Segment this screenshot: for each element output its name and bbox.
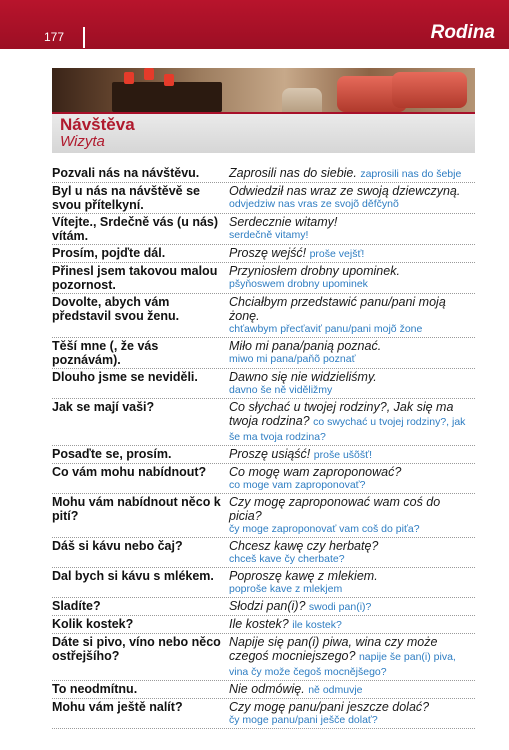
photo-cup-shape <box>144 68 154 80</box>
czech-phrase: Prosím, pojďte dál. <box>52 246 166 260</box>
polish-phrase: Napije się pan(i) piwa, wina czy może czegoś mocniejszego? <box>229 635 438 663</box>
phrase-row <box>52 263 475 294</box>
phrase-row <box>52 165 475 183</box>
polish-phrase: Słodzi pan(i)? <box>229 599 306 613</box>
pronunciation: čy moge panu/pani ješče dolať? <box>229 714 378 726</box>
czech-phrase: Kolik kostek? <box>52 617 134 631</box>
pronunciation: chťawbym přecťaviť panu/pani mojõ žone <box>229 323 423 335</box>
czech-phrase: Dáte si pivo, víno nebo něco ostřejšího? <box>52 635 221 663</box>
polish-translation-cell <box>229 339 475 367</box>
polish-translation-cell <box>229 447 475 462</box>
pronunciation: čy moge zaproponovať vam coš do piťa? <box>229 523 420 535</box>
lounge-photo <box>52 68 475 112</box>
pronunciation: ně odmuvje <box>308 684 363 696</box>
section-title: Návštěva <box>60 115 135 134</box>
page-header <box>0 0 509 49</box>
phrase-row <box>52 294 475 338</box>
czech-phrase: Dal bych si kávu s mlékem. <box>52 569 214 583</box>
pronunciation: odvjedziw nas vras ze svojõ děfčynõ <box>229 198 399 210</box>
phrase-row <box>52 338 475 369</box>
polish-translation-cell <box>229 635 475 679</box>
pronunciation: davno še ně viděližmy <box>229 384 333 396</box>
phrase-row <box>52 681 475 699</box>
pronunciation: proše ušõšť! <box>313 449 372 461</box>
polish-translation-cell <box>229 246 475 261</box>
photo-cushion-shape <box>282 88 322 112</box>
czech-phrase: Dáš si kávu nebo čaj? <box>52 539 183 553</box>
czech-phrase: Pozvali nás na návštěvu. <box>52 166 200 180</box>
pronunciation: serdečně vitamy! <box>229 229 309 241</box>
page-number: 177 <box>44 30 65 44</box>
polish-translation-cell <box>229 184 475 212</box>
polish-translation-cell <box>229 400 475 444</box>
pronunciation: co moge vam zaproponovať? <box>229 479 366 491</box>
phrase-row <box>52 494 475 538</box>
pronunciation: zaprosili nas do šebje <box>360 168 462 180</box>
polish-phrase: Co mogę wam zaproponować? <box>229 465 402 479</box>
pronunciation: napije še pan(i) piva, vina čy može čegoš mocnějšego? <box>229 651 456 678</box>
czech-phrase: Sladíte? <box>52 599 101 613</box>
phrase-row <box>52 598 475 616</box>
polish-phrase: Poproszę kawę z mlekiem. <box>229 569 378 583</box>
pronunciation: chceš kave čy cherbate? <box>229 553 345 565</box>
phrase-row <box>52 399 475 446</box>
polish-translation-cell <box>229 495 475 536</box>
phrase-row <box>52 568 475 598</box>
phrase-row <box>52 245 475 263</box>
polish-translation-cell <box>229 215 475 243</box>
polish-translation-cell <box>229 539 475 566</box>
polish-phrase: Co słychać u twojej rodziny?, Jak się ma twoja rodzina? <box>229 400 454 428</box>
phrase-table <box>52 165 475 729</box>
polish-translation-cell <box>229 370 475 397</box>
polish-phrase: Nie odmówię. <box>229 682 305 696</box>
polish-translation-cell <box>229 465 475 492</box>
pronunciation: proše vejšť! <box>309 248 365 260</box>
pronunciation: ile kostek? <box>292 619 342 631</box>
czech-phrase: Posaďte se, prosím. <box>52 447 172 461</box>
czech-phrase: Mohu vám nabídnout něco k pití? <box>52 495 221 523</box>
czech-phrase: Jak se mají vaši? <box>52 400 155 414</box>
polish-phrase: Odwiedził nas wraz ze swoją dziewczyną. <box>229 184 461 198</box>
polish-phrase: Proszę wejść! <box>229 246 307 260</box>
polish-phrase: Serdecznie witamy! <box>229 215 338 229</box>
czech-phrase: Přinesl jsem takovou malou pozornost. <box>52 264 218 292</box>
photo-table-shape <box>112 82 222 112</box>
photo-cushion-shape <box>392 72 467 108</box>
section-top-rule <box>52 112 475 114</box>
czech-phrase: Dovolte, abych vám představil svou ženu. <box>52 295 180 323</box>
pronunciation: co swychać u tvojej rodziny?, jak še ma tvoja rodzina? <box>229 416 466 443</box>
phrase-row <box>52 214 475 245</box>
pronunciation: miwo mi pana/paňõ poznať <box>229 353 356 365</box>
polish-translation-cell <box>229 569 475 596</box>
polish-translation-cell <box>229 264 475 292</box>
pronunciation: pšyňoswem drobny upominek <box>229 278 368 290</box>
czech-phrase: Mohu vám ještě nalít? <box>52 700 183 714</box>
polish-translation-cell <box>229 166 475 181</box>
phrase-row <box>52 634 475 681</box>
polish-phrase: Ile kostek? <box>229 617 289 631</box>
phrase-row <box>52 464 475 494</box>
polish-phrase: Chcesz kawę czy herbatę? <box>229 539 379 553</box>
phrase-row <box>52 699 475 729</box>
polish-phrase: Chciałbym przedstawić panu/pani moją żonę. <box>229 295 446 323</box>
polish-phrase: Miło mi pana/panią poznać. <box>229 339 382 353</box>
phrase-row <box>52 538 475 568</box>
photo-cup-shape <box>164 74 174 86</box>
polish-phrase: Dawno się nie widzieliśmy. <box>229 370 377 384</box>
polish-phrase: Przyniosłem drobny upominek. <box>229 264 400 278</box>
header-divider <box>83 27 85 48</box>
czech-phrase: To neodmítnu. <box>52 682 138 696</box>
chapter-title: Rodina <box>430 22 495 43</box>
czech-phrase: Dlouho jsme se neviděli. <box>52 370 198 384</box>
section-heading <box>52 112 475 153</box>
polish-phrase: Czy mogę zaproponować wam coś do picia? <box>229 495 441 523</box>
photo-cup-shape <box>124 72 134 84</box>
phrase-row <box>52 446 475 464</box>
polish-phrase: Czy mogę panu/pani jeszcze dolać? <box>229 700 430 714</box>
polish-translation-cell <box>229 700 475 727</box>
pronunciation: poproše kave z mlekjem <box>229 583 343 595</box>
czech-phrase: Byl u nás na návštěvě se svou přítelkyní. <box>52 184 200 212</box>
polish-translation-cell <box>229 617 475 632</box>
pronunciation: swodi pan(i)? <box>308 601 372 613</box>
polish-translation-cell <box>229 599 475 614</box>
section-subtitle: Wizyta <box>60 133 105 150</box>
phrase-row <box>52 183 475 214</box>
polish-phrase: Zaprosili nas do siebie. <box>229 166 357 180</box>
polish-translation-cell <box>229 295 475 336</box>
phrase-row <box>52 616 475 634</box>
czech-phrase: Těší mne (, že vás poznávám). <box>52 339 159 367</box>
polish-phrase: Proszę usiąść! <box>229 447 311 461</box>
czech-phrase: Vítejte., Srdečně vás (u nás) vítám. <box>52 215 219 243</box>
czech-phrase: Co vám mohu nabídnout? <box>52 465 207 479</box>
phrase-row <box>52 369 475 399</box>
polish-translation-cell <box>229 682 475 697</box>
